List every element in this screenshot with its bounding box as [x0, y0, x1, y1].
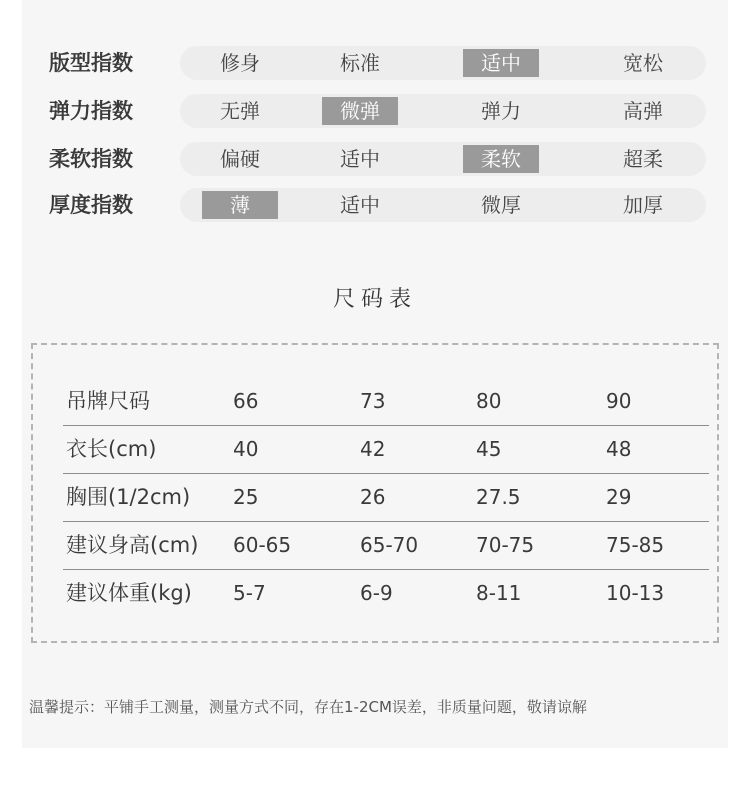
table-row — [63, 473, 709, 522]
table-cell: 8-11 — [476, 581, 522, 605]
table-cell: 60-65 — [233, 533, 292, 557]
index-label: 柔软指数 — [49, 147, 133, 171]
index-option-selected: 柔软 — [463, 145, 539, 173]
index-label: 厚度指数 — [49, 193, 133, 217]
table-row — [63, 521, 709, 570]
table-cell: 27.5 — [476, 485, 521, 509]
table-cell: 80 — [476, 389, 502, 413]
index-option: 加厚 — [623, 193, 663, 217]
table-cell: 45 — [476, 437, 502, 461]
index-scale — [180, 188, 706, 222]
measurement-note: 温馨提示：平铺手工测量，测量方式不同，存在1-2CM误差，非质量问题，敬请谅解 — [29, 698, 587, 716]
table-cell: 6-9 — [360, 581, 393, 605]
table-cell: 48 — [606, 437, 632, 461]
index-label: 版型指数 — [49, 51, 133, 75]
table-cell: 75-85 — [606, 533, 665, 557]
size-chart-table — [31, 343, 719, 643]
index-option: 超柔 — [623, 147, 663, 171]
index-option: 弹力 — [481, 99, 521, 123]
index-option: 偏硬 — [220, 147, 260, 171]
index-option-selected: 微弹 — [322, 97, 398, 125]
row-header: 吊牌尺码 — [66, 389, 150, 413]
table-row — [63, 377, 709, 426]
index-option: 修身 — [220, 51, 260, 75]
index-scale — [180, 142, 706, 176]
index-option: 适中 — [340, 193, 380, 217]
table-cell: 40 — [233, 437, 259, 461]
table-cell: 25 — [233, 485, 259, 509]
index-option: 高弹 — [623, 99, 663, 123]
row-header: 建议身高(cm) — [66, 533, 199, 557]
index-option: 适中 — [340, 147, 380, 171]
product-info-panel — [22, 0, 728, 748]
index-option-selected: 薄 — [202, 191, 278, 219]
row-header: 衣长(cm) — [66, 437, 157, 461]
table-cell: 42 — [360, 437, 386, 461]
index-label: 弹力指数 — [49, 99, 133, 123]
index-option: 标准 — [340, 51, 380, 75]
size-chart-title: 尺码表 — [332, 287, 417, 312]
table-cell: 65-70 — [360, 533, 419, 557]
table-row — [63, 425, 709, 474]
row-header: 胸围(1/2cm) — [66, 485, 191, 509]
table-cell: 5-7 — [233, 581, 266, 605]
table-cell: 10-13 — [606, 581, 665, 605]
table-cell: 70-75 — [476, 533, 535, 557]
index-option-selected: 适中 — [463, 49, 539, 77]
table-cell: 90 — [606, 389, 632, 413]
table-cell: 66 — [233, 389, 259, 413]
index-option: 微厚 — [481, 193, 521, 217]
table-row — [63, 569, 709, 617]
index-scale — [180, 94, 706, 128]
table-cell: 73 — [360, 389, 386, 413]
table-cell: 29 — [606, 485, 632, 509]
index-option: 无弹 — [220, 99, 260, 123]
row-header: 建议体重(kg) — [66, 581, 192, 605]
index-option: 宽松 — [623, 51, 663, 75]
table-cell: 26 — [360, 485, 386, 509]
index-scale — [180, 46, 706, 80]
